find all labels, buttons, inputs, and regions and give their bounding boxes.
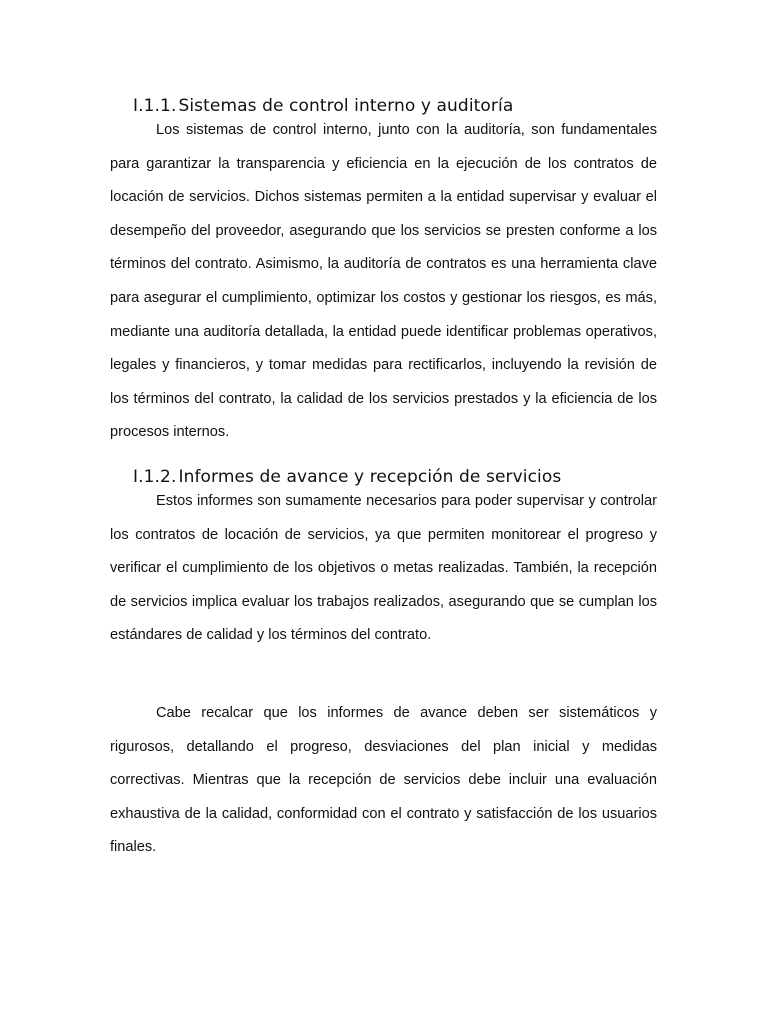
section-heading	[133, 96, 513, 116]
section-heading	[133, 467, 561, 487]
section-title: Sistemas de control interno y auditoría	[178, 96, 514, 116]
body-paragraph: Cabe recalcar que los informes de avance deben ser sistemáticos y rigurosos, detallando el progreso, desviaciones del plan inicial y medidas correctivas. Mientras que la recepción de servicios debe incluir una evaluación exhaustiva de la calidad, conformidad con el contrato y satisfacción de los usuarios finales.	[110, 705, 657, 856]
section-number: I.1.1.	[133, 96, 177, 116]
section-number: I.1.2.	[133, 467, 177, 487]
section-title: Informes de avance y recepción de servicios	[178, 467, 562, 487]
body-paragraph: Estos informes son sumamente necesarios para poder supervisar y controlar los contratos de locación de servicios, ya que permiten monitorear el progreso y verificar el cumplimiento de los objetivos o metas realizadas. También, la recepción de servicios implica evaluar los trabajos realizados, asegurando que se cumplan los estándares de calidad y los términos del contrato.	[110, 493, 657, 644]
body-paragraph: Los sistemas de control interno, junto con la auditoría, son fundamentales para garantizar la transparencia y eficiencia en la ejecución de los contratos de locación de servicios. Dichos sistemas permiten a la entidad supervisar y evaluar el desempeño del proveedor, asegurando que los servicios se presten conforme a los términos del contrato. Asimismo, la auditoría de contratos es una herramienta clave para asegurar el cumplimiento, optimizar los costos y gestionar los riesgos, es más, mediante una auditoría detallada, la entidad puede identificar problemas operativos, legales y financieros, y tomar medidas para rectificarlos, incluyendo la revisión de los términos del contrato, la calidad de los servicios prestados y la eficiencia de los procesos internos.	[110, 122, 657, 441]
